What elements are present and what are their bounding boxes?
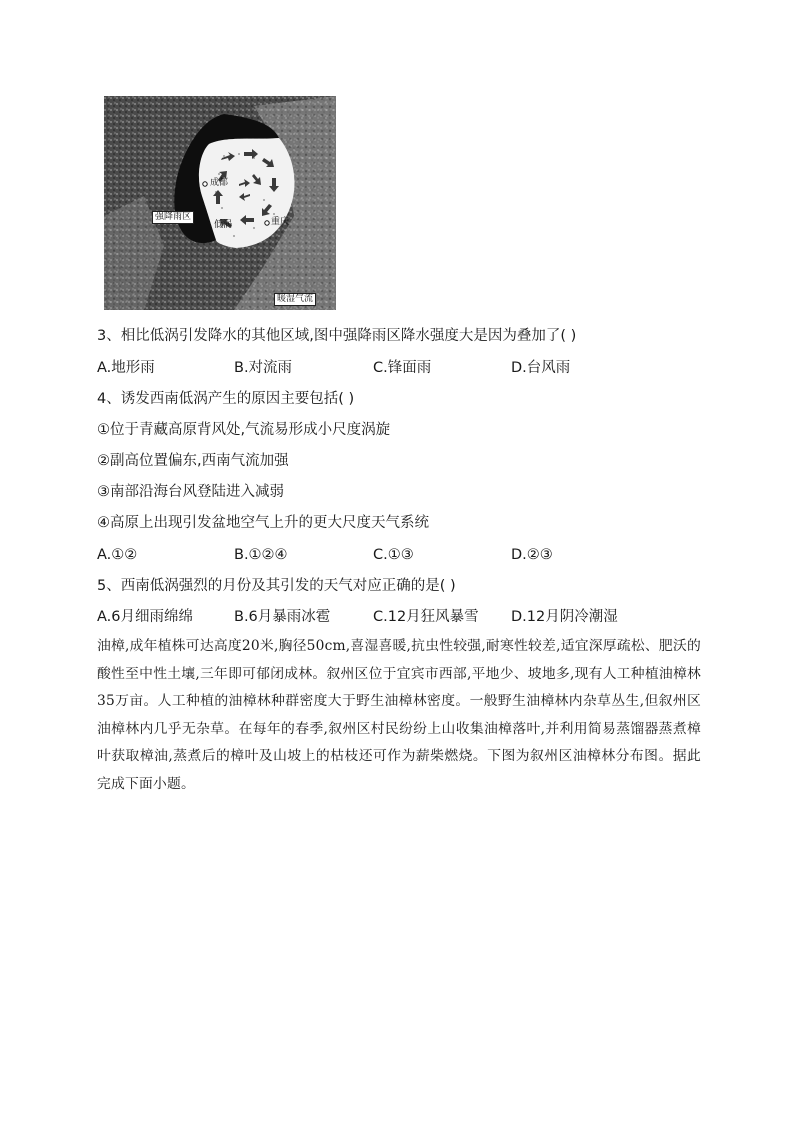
q4-option-d[interactable]: D.②③ xyxy=(511,547,553,563)
city-label-chongqing: 重庆 xyxy=(271,217,290,227)
vortex-center-label: 低涡 xyxy=(214,220,233,230)
q4-statement-3: ③南部沿海台风登陆进入减弱 xyxy=(97,484,284,500)
q4-statement-1: ①位于青藏高原背风处,气流易形成小尺度涡旋 xyxy=(97,422,391,438)
question-3-options xyxy=(97,358,657,378)
city-label-chengdu: 成都 xyxy=(210,178,229,188)
question-3-stem: 3、相比低涡引发降水的其他区域,图中强降雨区降水强度大是因为叠加了( ) xyxy=(97,328,577,344)
low-vortex-map xyxy=(104,96,336,310)
terrain-map-graphic xyxy=(104,96,336,310)
reading-passage: 油樟,成年植株可达高度20米,胸径50cm,喜湿喜暖,抗虫性较强,耐寒性较差,适宜深厚疏松、肥沃的酸性至中性土壤,三年即可郁闭成林。叙州区位于宜宾市西部,平地少、坡地多,现有人工种植油樟林35万亩。人工种植的油樟林种群密度大于野生油樟林密度。一般野生油樟林内杂草丛生,但叙州区油樟林内几乎无杂草。在每年的春季,叙州区村民纷纷上山收集油樟落叶,并利用简易蒸馏器蒸煮樟叶获取樟油,蒸煮后的樟叶及山坡上的枯枝还可作为薪柴燃烧。下图为叙州区油樟林分布图。据此完成下面小题。 xyxy=(97,638,701,792)
q3-option-b[interactable]: B.对流雨 xyxy=(234,360,293,376)
q4-option-a[interactable]: A.①② xyxy=(97,547,138,563)
q4-statement-2: ②副高位置偏东,西南气流加强 xyxy=(97,453,289,469)
question-5-stem: 5、西南低涡强烈的月份及其引发的天气对应正确的是( ) xyxy=(97,578,456,594)
q5-option-b[interactable]: B.6月暴雨冰雹 xyxy=(234,609,331,625)
q5-option-c[interactable]: C.12月狂风暴雪 xyxy=(373,609,479,625)
q3-option-d[interactable]: D.台风雨 xyxy=(511,360,571,376)
q3-option-c[interactable]: C.锋面雨 xyxy=(373,360,432,376)
question-5-options xyxy=(97,607,657,627)
q5-option-a[interactable]: A.6月细雨绵绵 xyxy=(97,609,193,625)
q4-option-b[interactable]: B.①②④ xyxy=(234,547,288,563)
q4-statement-4: ④高原上出现引发盆地空气上升的更大尺度天气系统 xyxy=(97,515,429,531)
airflow-label: 暖湿气流 xyxy=(274,293,316,306)
question-4-options xyxy=(97,545,657,565)
rain-zone-label: 强降雨区 xyxy=(152,211,194,224)
q5-option-d[interactable]: D.12月阴冷潮湿 xyxy=(511,609,618,625)
question-4-stem: 4、诱发西南低涡产生的原因主要包括( ) xyxy=(97,391,355,407)
q4-option-c[interactable]: C.①③ xyxy=(373,547,414,563)
q3-option-a[interactable]: A.地形雨 xyxy=(97,360,155,376)
